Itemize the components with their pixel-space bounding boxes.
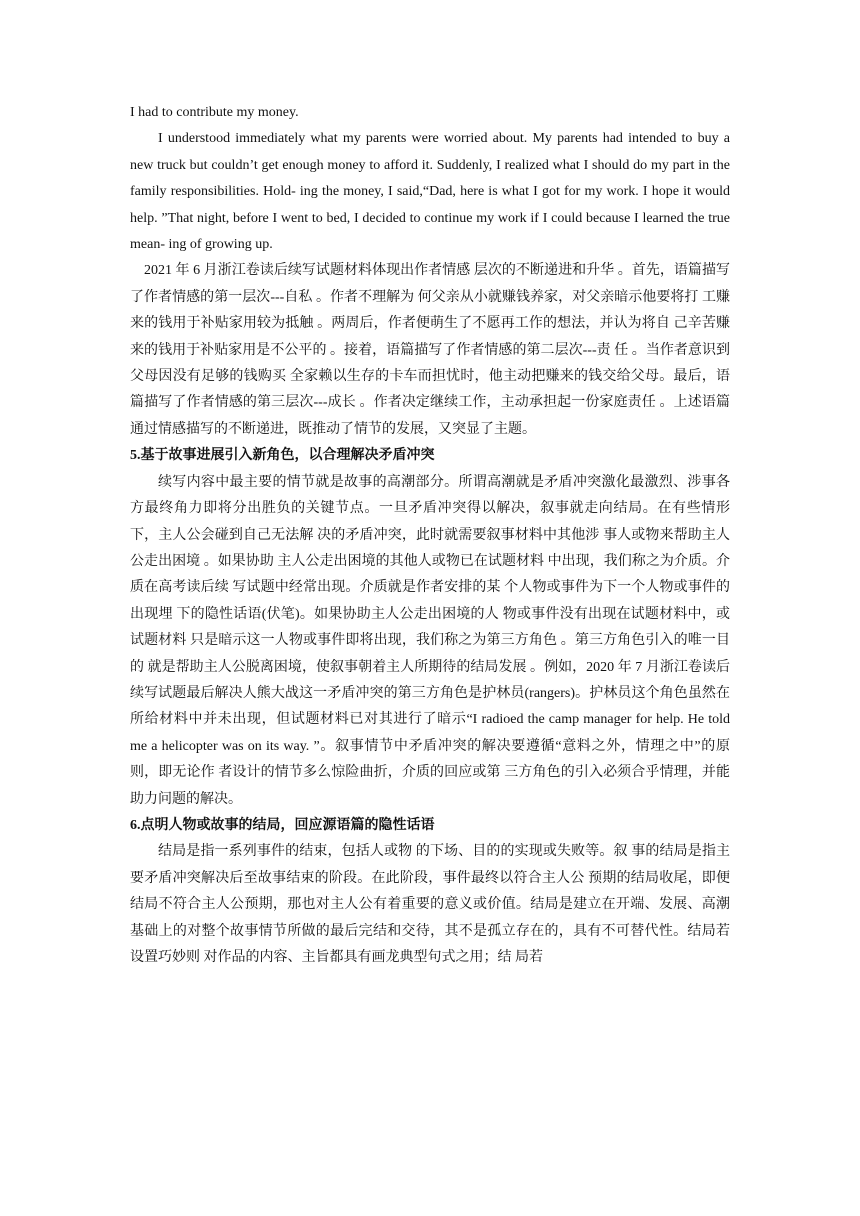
paragraph-ending: 结局是指一系列事件的结束，包括人或物 的下场、目的的实现或失败等。叙 事的结局是指主要矛盾冲突解决后至故事结束的阶段。在此阶段，事件最终以符合主人公 预期的结局收尾，即便结局不符合主人公预期，那也对主人公有着重要的意义或价值。结局是建立在开端、发展、高潮基础上的对整个故事情节所做的最后完结和交待，其不是孤立存在的，具有不可替代性。结局若设置巧妙则 对作品的内容、主旨都具有画龙典型句式之用；结 局若	[130, 844, 730, 965]
paragraph-story-ending: I understood immediately what my parents were worried about. My parents had intended to buy a new truck but couldn’t get enough money to afford it. Suddenly, I realized what I should do my part in the family responsibilities. Hold- ing the money, I said,“Dad, here is what I got for my work. I hope it would help. ”That night, before I went to bed, I decided to continue my work if I could because I learned the true mean- ing of growing up.	[130, 131, 730, 253]
paragraph-new-character: 续写内容中最主要的情节就是故事的高潮部分。所谓高潮就是矛盾冲突激化最激烈、涉事各方最终角力即将分出胜负的关键节点。一旦矛盾冲突得以解决，叙事就走向结局。在有些情形下，主人公会碰到自己无法解 决的矛盾冲突，此时就需要叙事材料中其他涉 事人或物来帮助主人公走出困境 。如果协助 主人公走出困境的其他人或物已在试题材料 中出现，我们称之为介质。介质在高考读后续 写试题中经常出现。介质就是作者安排的某 个人物或事件为下一个人物或事件的出现埋 下的隐性话语(伏笔)。如果协助主人公走出困境的人 物或事件没有出现在试题材料中，或试题材料 只是暗示这一人物或事件即将出现，我们称之为第三方角色 。第三方角色引入的唯一目的 就是帮助主人公脱离困境，使叙事朝着主人所期待的结局发展 。例如，2020 年 7 月浙江卷读后续写试题最后解决人熊大战这一矛盾冲突的第三方角色是护林员(rangers)。护林员这个角色虽然在所给材料中并未出现，但试题材料已对其进行了暗示“I radioed the camp manager for help. He told me a helicopter was on its way. ”。叙事情节中矛盾冲突的解决要遵循“意料之外，情理之中”的原则，即无论作 者设计的情节多么惊险曲折，介质的回应或第 三方角色的引入必须合乎情理，并能助力问题的解决。	[130, 474, 730, 807]
section-heading-6: 6.点明人物或故事的结局，回应源语篇的隐性话语	[130, 817, 435, 833]
paragraph-emotion-analysis: 2021 年 6 月浙江卷读后续写试题材料体现出作者情感 层次的不断递进和升华 。首先，语篇描写了作者情感的第一层次---自私 。作者不理解为 何父亲从小就赚钱养家，对父亲暗示他要将打 工赚来的钱用于补贴家用较为抵触 。两周后，作者便萌生了不愿再工作的想法，并认为将自 己辛苦赚来的钱用于补贴家用是不公平的 。接着，语篇描写了作者情感的第二层次---责 任 。当作者意识到父母因没有足够的钱购买 全家赖以生存的卡车而担忧时，他主动把赚来的钱交给父母。最后，语篇描写了作者情感的第三层次---成长 。作者决定继续工作，主动承担起一份家庭责任 。上述语篇通过情感描写的不断递进，既推动了情节的发展，又突显了主题。	[130, 263, 730, 437]
paragraph-contribute-money: I had to contribute my money.	[130, 105, 299, 120]
section-heading-5: 5.基于故事进展引入新角色，以合理解决矛盾冲突	[130, 448, 435, 464]
document-page	[130, 100, 730, 971]
